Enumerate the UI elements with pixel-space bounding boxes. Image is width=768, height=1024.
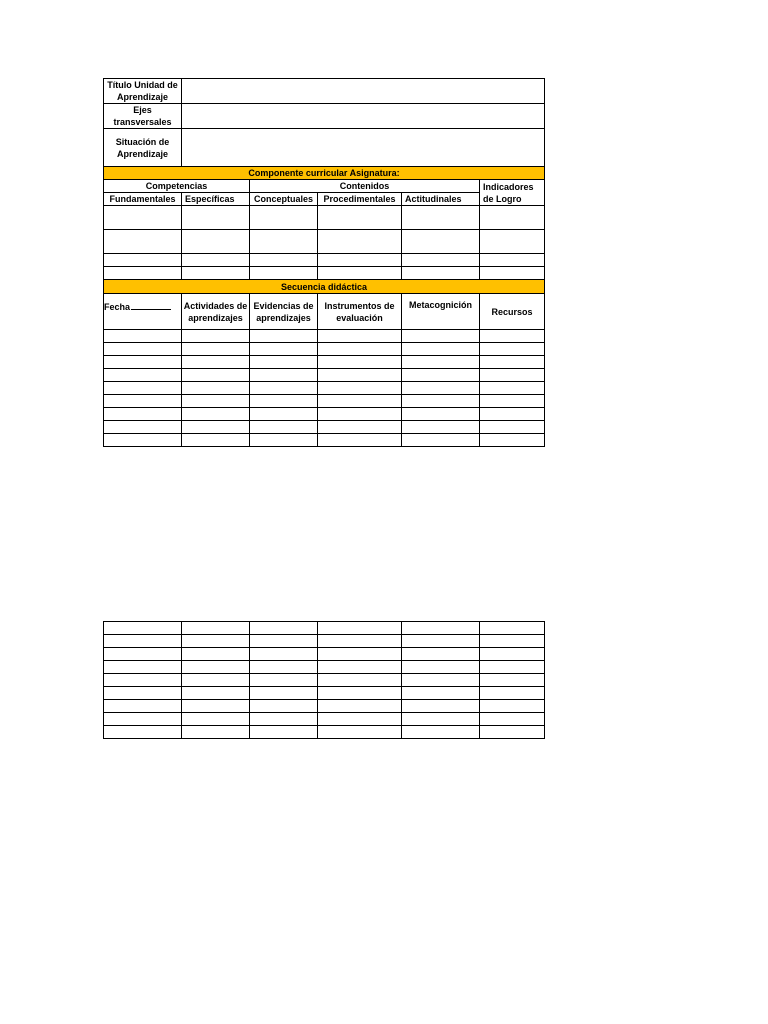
- table-row: [104, 648, 545, 661]
- table-cell[interactable]: [250, 635, 318, 648]
- table-row: [104, 726, 545, 739]
- table-cell[interactable]: [402, 395, 480, 408]
- table-cell[interactable]: [182, 395, 250, 408]
- titulo-field[interactable]: [182, 79, 545, 104]
- table-cell[interactable]: [318, 382, 402, 395]
- table-cell[interactable]: [402, 661, 480, 674]
- competencias-header: Competencias: [104, 180, 250, 193]
- evidencias-header: Evidencias de aprendizajes: [250, 294, 318, 330]
- table-cell[interactable]: [480, 713, 545, 726]
- table-cell[interactable]: [480, 421, 545, 434]
- table-cell[interactable]: [182, 713, 250, 726]
- table-cell[interactable]: [250, 674, 318, 687]
- table-cell[interactable]: [104, 356, 182, 369]
- table-row: [104, 661, 545, 674]
- table-cell[interactable]: [318, 661, 402, 674]
- table-cell[interactable]: [250, 687, 318, 700]
- table-cell[interactable]: [480, 408, 545, 421]
- ejes-label: Ejes transversales: [104, 104, 182, 129]
- table-row: [104, 687, 545, 700]
- table-row: [104, 700, 545, 713]
- table-cell[interactable]: [104, 330, 182, 343]
- table-cell[interactable]: [104, 622, 182, 635]
- table-cell[interactable]: [104, 661, 182, 674]
- table-cell[interactable]: [104, 648, 182, 661]
- table-cell[interactable]: [480, 661, 545, 674]
- table-cell[interactable]: [318, 330, 402, 343]
- table-cell[interactable]: [104, 369, 182, 382]
- table-cell[interactable]: [250, 408, 318, 421]
- table-cell[interactable]: [182, 700, 250, 713]
- table-cell[interactable]: [480, 369, 545, 382]
- table-cell[interactable]: [104, 700, 182, 713]
- table-row: [104, 356, 545, 369]
- table-cell[interactable]: [250, 330, 318, 343]
- table-cell[interactable]: [402, 674, 480, 687]
- table-cell[interactable]: [104, 421, 182, 434]
- table-row: [104, 635, 545, 648]
- table-row: [104, 713, 545, 726]
- table-cell[interactable]: [402, 713, 480, 726]
- contenidos-header: Contenidos: [250, 180, 480, 193]
- table-cell[interactable]: [402, 330, 480, 343]
- table-cell[interactable]: [104, 713, 182, 726]
- conceptuales-header: Conceptuales: [250, 193, 318, 206]
- table-cell[interactable]: [104, 343, 182, 356]
- table-cell[interactable]: [402, 635, 480, 648]
- table-cell[interactable]: [318, 713, 402, 726]
- table-row: [104, 408, 545, 421]
- table-cell[interactable]: [402, 408, 480, 421]
- table-cell[interactable]: [104, 726, 182, 739]
- procedimentales-header: Procedimentales: [318, 193, 402, 206]
- table-cell[interactable]: [104, 395, 182, 408]
- table-row: [104, 254, 545, 267]
- table-cell[interactable]: [250, 434, 318, 447]
- situacion-field[interactable]: [182, 129, 545, 167]
- table-cell[interactable]: [480, 687, 545, 700]
- table-cell[interactable]: [318, 343, 402, 356]
- table-row: [104, 343, 545, 356]
- table-cell[interactable]: [182, 674, 250, 687]
- table-cell[interactable]: [182, 421, 250, 434]
- table-cell[interactable]: [318, 700, 402, 713]
- table-row: [104, 206, 545, 230]
- ejes-field[interactable]: [182, 104, 545, 129]
- table-cell[interactable]: [318, 356, 402, 369]
- table-cell[interactable]: [318, 687, 402, 700]
- table-cell[interactable]: [402, 421, 480, 434]
- table-cell[interactable]: [480, 382, 545, 395]
- table-cell[interactable]: [182, 687, 250, 700]
- table-row: [104, 267, 545, 280]
- table-cell[interactable]: [318, 421, 402, 434]
- table-row: [104, 421, 545, 434]
- table-cell[interactable]: [182, 408, 250, 421]
- table-cell[interactable]: [402, 356, 480, 369]
- table-cell[interactable]: [182, 369, 250, 382]
- recursos-header: Recursos: [480, 294, 545, 330]
- fecha-label: Fecha: [104, 302, 131, 312]
- table-cell[interactable]: [182, 661, 250, 674]
- table-cell[interactable]: [480, 434, 545, 447]
- table-cell[interactable]: [402, 369, 480, 382]
- table-cell[interactable]: [182, 648, 250, 661]
- table-cell[interactable]: [182, 356, 250, 369]
- table-cell[interactable]: [480, 700, 545, 713]
- table-cell[interactable]: [182, 343, 250, 356]
- titulo-label: Título Unidad de Aprendizaje: [104, 79, 182, 104]
- especificas-header: Específicas: [182, 193, 250, 206]
- table-cell[interactable]: [480, 674, 545, 687]
- learning-unit-table: [103, 78, 545, 447]
- component-bar: Componente curricular Asignatura:: [104, 167, 545, 180]
- table-cell[interactable]: [182, 434, 250, 447]
- table-cell[interactable]: [318, 622, 402, 635]
- table-cell[interactable]: [182, 635, 250, 648]
- table-row: [104, 230, 545, 254]
- table-cell[interactable]: [402, 700, 480, 713]
- table-cell[interactable]: [402, 382, 480, 395]
- table-cell[interactable]: [402, 434, 480, 447]
- table-cell[interactable]: [182, 330, 250, 343]
- table-cell[interactable]: [480, 648, 545, 661]
- table-cell[interactable]: [250, 700, 318, 713]
- table-cell[interactable]: [104, 382, 182, 395]
- fecha-header: [104, 294, 182, 330]
- instrumentos-header: Instrumentos de evaluación: [318, 294, 402, 330]
- table-cell[interactable]: [318, 395, 402, 408]
- table-row: [104, 330, 545, 343]
- table-row: [104, 674, 545, 687]
- table-cell[interactable]: [250, 356, 318, 369]
- table-cell[interactable]: [182, 382, 250, 395]
- situacion-label: Situación de Aprendizaje: [104, 129, 182, 167]
- table-cell[interactable]: [402, 726, 480, 739]
- table-cell[interactable]: [480, 622, 545, 635]
- blank-table: [103, 621, 545, 739]
- table-cell[interactable]: [402, 343, 480, 356]
- sequence-bar: Secuencia didáctica: [104, 280, 545, 294]
- table-cell[interactable]: [250, 661, 318, 674]
- fecha-blank-line[interactable]: [131, 301, 171, 310]
- table-row: [104, 369, 545, 382]
- table-cell[interactable]: [250, 713, 318, 726]
- table-row: [104, 434, 545, 447]
- table-cell[interactable]: [402, 648, 480, 661]
- table-row: [104, 622, 545, 635]
- table-cell[interactable]: [318, 648, 402, 661]
- table-cell[interactable]: [480, 330, 545, 343]
- table-row: [104, 395, 545, 408]
- table-cell[interactable]: [250, 648, 318, 661]
- actividades-header: Actividades de aprendizajes: [182, 294, 250, 330]
- table-cell[interactable]: [250, 395, 318, 408]
- table-cell[interactable]: [318, 635, 402, 648]
- table-cell[interactable]: [104, 674, 182, 687]
- table-cell[interactable]: [402, 687, 480, 700]
- table-cell[interactable]: [250, 343, 318, 356]
- actitudinales-header: Actitudinales: [402, 193, 480, 206]
- table-cell[interactable]: [104, 687, 182, 700]
- table-cell[interactable]: [250, 369, 318, 382]
- table-cell[interactable]: [318, 408, 402, 421]
- table-cell[interactable]: [402, 622, 480, 635]
- metacognicion-header: Metacognición: [402, 294, 480, 330]
- table-cell[interactable]: [250, 382, 318, 395]
- table-cell[interactable]: [182, 622, 250, 635]
- table-cell[interactable]: [480, 356, 545, 369]
- table-cell[interactable]: [318, 726, 402, 739]
- table-cell[interactable]: [104, 434, 182, 447]
- fundamentales-header: Fundamentales: [104, 193, 182, 206]
- table-cell[interactable]: [480, 726, 545, 739]
- table-cell[interactable]: [250, 726, 318, 739]
- table-cell[interactable]: [480, 395, 545, 408]
- table-cell[interactable]: [182, 726, 250, 739]
- table-cell[interactable]: [250, 421, 318, 434]
- table-cell[interactable]: [480, 635, 545, 648]
- table-cell[interactable]: [104, 408, 182, 421]
- table-cell[interactable]: [318, 369, 402, 382]
- table-cell[interactable]: [318, 434, 402, 447]
- table-cell[interactable]: [318, 674, 402, 687]
- table-cell[interactable]: [104, 635, 182, 648]
- table-row: [104, 382, 545, 395]
- indicadores-header: Indicadores de Logro: [480, 180, 545, 206]
- table-cell[interactable]: [480, 343, 545, 356]
- table-cell[interactable]: [250, 622, 318, 635]
